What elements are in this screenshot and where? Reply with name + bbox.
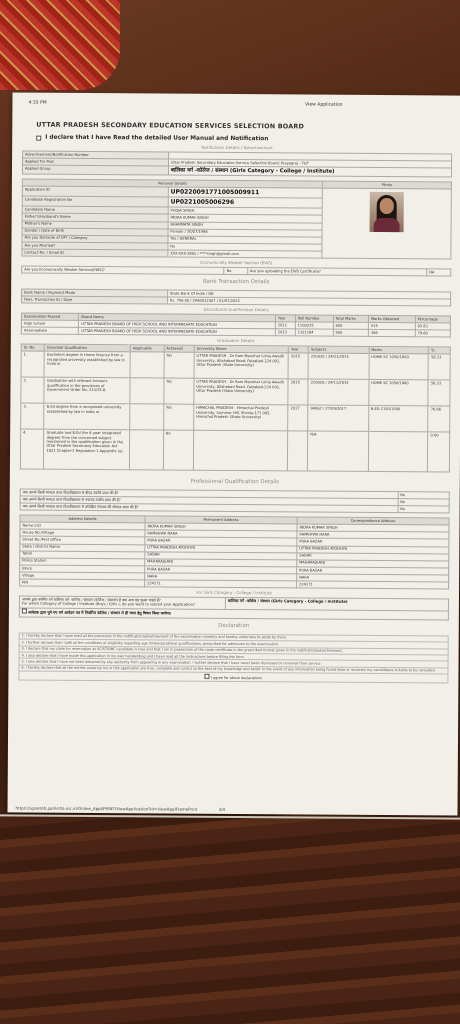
cell: PIN [20,579,145,587]
red-cloth [0,0,120,90]
col-header: Sr. No. [21,344,45,351]
row-value: Yes / GENERAL [168,236,322,244]
list-item: 5. I also declare that I have not been debarred by any authority from appearing in any examination. I further declare that I have never been dismissed or removed from service. [19,659,449,668]
notification-heading: Notification Details / Advertisement [201,144,273,151]
col-header: Address Details [20,515,145,523]
photo-heading: Photo [323,181,452,189]
cell: UTTAR PRADESH AYODHYA [145,544,297,552]
list-item: 2. I further declare that I fulfil all the conditions of eligibility regarding age limit/educational qualifications, prescribed for admission to the examination. [19,640,449,649]
cell [130,352,164,378]
cell [130,404,164,430]
cell: 58.33 [428,380,450,406]
col-header: Year [288,346,308,353]
cell: UTTAR PRADESH - Dr Ram Manohar Lohia Awadh University, Allahabad Road, Faizabad-224 001, Uttar Pradesh (State University) [194,378,289,405]
row-value: No [168,243,322,251]
col-header: Correspondence Address [297,517,449,525]
col-header: Achieved [164,345,194,352]
cell: 224171 [297,581,449,589]
table-row [21,403,450,432]
cell: State / District Name [20,544,145,552]
print-time: 4:33 PM [28,100,47,106]
cell: HIMACHAL PRADESH - Himachal Pradesh University, Summer Hill, Shimla-171 005, Himachal Pradesh (State University) [194,404,289,431]
ews-heading: Economically Weaker Section (EWS) [200,259,273,266]
table-row [21,351,450,380]
list-item: 3. I declare that my claim for reservation as SC/ST/OBC candidate is true and that I am in possession of the caste certificate in the prescribed format given in the notification/advertisement. [19,646,449,655]
col-header: Marks Obtained [368,315,415,322]
agree-row[interactable] [18,672,448,683]
cell: 0.00 [428,432,450,472]
col-header: Permanent Address [145,516,297,524]
cell: क्या आपने किसी मान्यता प्राप्त विश्वविद्यालय से प्रशिक्षित स्नातक की योग्यता प्राप्त की है? [20,503,398,513]
col-header: Examination Passed [21,313,78,320]
cell: MAHARAJGANJ [145,559,297,567]
declaration-list [18,632,448,683]
row-label: Advertisement/Notification Number [23,151,169,159]
cell: SADAR [145,551,297,559]
address-table [19,515,449,590]
cell: No [163,430,194,470]
cell: UTTAR PRADESH BOARD OF HIGH SCHOOL AND INTERMEDIATE EDUCATION [79,327,276,335]
bank-heading: Bank Transaction Details [202,278,270,286]
cell: Village [20,572,145,580]
row-value: INDRA KUMAR SINGH [168,214,322,222]
choice-question: आपके द्वारा चयनित वर्ग बालिका वर्ग -कॉलेज / संस्थान (कॉलेज / संस्थान) है क्या आप यह चुनना चाहते हैं? [21,597,161,603]
cell: No [398,499,450,506]
cell: SADAR [297,553,449,561]
cell: No [398,492,450,499]
cell: INDRA KUMAR SINGH [145,523,297,531]
cell: High School [21,320,78,327]
photo-cell [322,188,451,259]
choice-question-en: For which Category of College / Institute (Boys / Girls ), do you want to submit your Application? [21,601,195,607]
print-header [22,101,452,110]
personal-table [21,179,452,260]
application-id-value: UP0220091771005009911 [168,187,323,198]
cell: 2013 [275,329,295,336]
row-label: Fees, Transaction ID / Date [22,296,168,304]
cell [288,431,308,471]
print-url: https://upsessb.pariksha.nic.in/Online_Appl/PRINT/ViewApplication?id=ViewApplFramePrint [15,805,198,812]
col-header: Total Marks [333,315,368,322]
col-header: Marks [369,347,429,354]
cell: PURA BAZAR [145,537,297,545]
cell [193,430,288,471]
col-header: University Name [194,345,288,353]
cell: Graduation with relevant honours qualification in the provisions of Government Order No. 213/15-8- [44,377,130,404]
cell: NARA [297,574,449,582]
table-row [21,377,450,406]
declaration-checkbox-row[interactable] [36,134,452,144]
choice-table [19,595,449,620]
cell: Graduate and B.Ed (for 4-year integrated degree) from the concerned subject mentioned in the qualification given in the Uttar Pradesh Secondary Education Act 1921 Chapter-2 Regulation-1 Appendix (a) [44,429,130,470]
cell: 3. [21,403,45,429]
col-header: Applicable [130,345,163,352]
print-footer [16,805,226,811]
row-label: Candidate Name [22,206,168,214]
cell: 2011 [275,322,295,329]
cell: INDRA KUMAR SINGH [297,524,449,532]
ews-table [21,265,451,276]
checkbox-icon[interactable] [205,674,210,679]
choice-heading: For Girls Category - College / Institute [196,589,272,596]
cell: Tehsil [20,551,145,559]
choice-confirm-text: आवेदक द्वारा चुने गए वर्ग आवेदन पत्र में निर्धारित कॉलेज / संस्थान में ही चयन हेतु विचार किया जायेगा। [28,609,172,616]
checkbox-icon[interactable] [36,135,41,140]
row-label: Are you Married? [22,242,168,250]
col-header: % [429,347,451,354]
list-item: 4. I also declare that I have made this application in my own handwriting and I have read all the instructions before filling the form. [19,652,449,661]
print-page-label: View Application [305,102,343,108]
cell: Name C/O [20,522,145,530]
row-value: Rs. 750.00 / CPA0012407 / 01/07/2022 [167,297,450,306]
row-label: Are you Domicile of UP? / Category [22,235,168,243]
list-item: 1. I hereby declare that I have read all the provisions in the notification/advertisement of the examination carefully and hereby undertake to abide by them. [19,633,449,642]
cell: 2017 [288,405,308,431]
candidate-photo [370,192,404,232]
row-value: State Bank Of India / DB [167,290,450,299]
cell: PURA BAZAR [145,566,297,574]
table-row [22,266,451,276]
cell: RAMBHWA NARA [297,531,449,539]
cell: 1100235 [295,322,333,329]
col-header: Subjects [308,346,368,353]
row-value: BHANMATA SINGH [168,222,322,230]
cell: 515 [368,322,415,329]
cell: 398 [368,329,415,336]
cell: 76.66 [428,406,450,432]
ews-answer: No [224,267,247,274]
col-header: Roll Number [295,315,333,322]
cell: 4. [20,429,44,469]
row-value: POOJA SINGH [168,207,322,215]
choice-answer: बालिका वर्ग -कॉलेज / संस्थान (Girls Category - College / Institute) [225,597,448,610]
cell: Yes [163,378,193,404]
row-value: XXX-XXX-3891 / ****singh@gmail.com [168,250,322,258]
cell: 220020 / 24/11/2015 [308,379,369,405]
cell: Bachelors degree in Home Science from a recognized university established by law in India or [45,351,131,378]
row-label: Bank Name / Payment Mode [22,289,168,297]
cell: RAMBHWA NARA [145,530,297,538]
col-header: Percentage [415,316,450,323]
row-label: Applied For Post [23,158,169,166]
cell: Intermediate [21,327,78,334]
cell: 1321184 [295,329,333,336]
professional-heading: Professional Qualification Details [190,478,280,486]
cell: 2. [21,377,45,403]
graduation-heading: Graduation Details [217,338,255,344]
applied-group-value: बालिका वर्ग -कॉलेज / संस्थान (Girls Category - College / Institute) [168,166,451,177]
table-row [20,429,449,472]
row-label: Gender / Date of Birth [22,228,168,236]
cell: 1. [21,351,45,377]
cell [130,378,164,404]
cell: PURA BAZAR [297,567,449,575]
cell: 58.33 [428,354,450,380]
cell: Block [20,565,145,573]
cell: क्या आपने किसी मान्यता प्राप्त विश्वविद्यालय से बीएड उपाधि प्राप्त की है? [20,489,398,499]
row-value: Uttar Pradesh Secondary Education Service Selection Board, Prayagraj - TGT [168,159,451,168]
cell: MAHARAJGANJ [297,560,449,568]
col-header: Essential Qualification [45,344,131,352]
cell: Yes [164,352,194,378]
cell: 2015 [288,353,308,379]
bank-table [21,288,451,306]
cell: UTTAR PRADESH AYODHYA [297,545,449,553]
row-label: Father's/Husband's Name [22,213,168,221]
ews-cert-answer: NA [427,269,451,276]
col-header: Board Name [79,313,276,321]
cell: 94067 / 27/09/2017 [308,405,369,431]
row-label: Contact No. / Email ID [22,249,168,257]
agree-label: I agree for above declarations [210,675,262,681]
graduation-table [20,344,451,473]
ews-cert-question: Are you uploading the EWS Certificate? [247,268,426,276]
col-header: Year [275,315,295,322]
cell: Police Station [20,558,145,566]
cell: क्या आपने किसी मान्यता प्राप्त विश्वविद्यालय से स्नातक उपाधि प्राप्त की है? [20,496,398,506]
application-printout [7,92,460,815]
notification-table [22,150,452,177]
cell: B.Ed degree from a recognized university established by law in India or [44,403,130,430]
checkbox-icon[interactable] [22,609,27,614]
cell: PURA BAZAR [297,538,449,546]
cell: UTTAR PRADESH - Dr Ram Manohar Lohia Awadh University, Allahabad Road, Faizabad-224 001, Uttar Pradesh (State University) [194,352,289,379]
cell [368,432,428,472]
board-title: UTTAR PRADESH SECONDARY EDUCATION SERVICES SELECTION BOARD [36,120,305,131]
cell: 85.83 [415,323,450,330]
cell: Yes [163,404,193,430]
row-label: Applied Group [22,165,168,175]
ews-question: Are you Economically Weaker Section(EWS)? [22,266,224,274]
list-item: 6. I hereby declare that all the entries made by me in this application are true, complete and correct to the best of my knowledge and belief. In the event of any information being found false or incorrect my candidature is liable to be cancelled. [18,665,448,674]
cell: NARA [145,573,297,581]
professional-table [20,488,450,513]
education-heading: Educational Qualification Details [203,306,269,313]
cell [130,430,164,470]
cell [19,608,448,620]
wood-surface [0,814,460,1024]
row-label: Mother's Name [22,221,168,229]
cell: N/A [308,431,369,471]
print-page-number: 3/4 [218,806,226,812]
cell: 600 [333,322,368,329]
personal-heading: Personal Details [22,179,322,188]
cell: HOME SC 1050/1800 [369,354,429,380]
cell: B.ED 1150/1500 [368,406,428,432]
declaration-heading: Declaration [218,622,250,629]
cell: 79.60 [415,330,450,337]
table-row [19,608,448,620]
cell: 500 [333,329,368,336]
row-label: Candidate Registration No [22,196,168,207]
row-label: Application ID [22,186,168,197]
cell: House No./Village [20,529,145,537]
cell: 2015 [288,379,308,405]
cell: HOME SC 1050/1800 [368,380,428,406]
cell: UTTAR PRADESH BOARD OF HIGH SCHOOL AND INTERMEDIATE EDUCATION [79,320,276,328]
cell: 220020 / 24/11/2015 [308,353,369,379]
row-value: Female / 20/07/1996 [168,229,322,237]
cell: Street No./Post Office [20,536,145,544]
cell: 224171 [145,580,297,588]
education-table [21,312,451,337]
cell: No [398,506,450,513]
declaration-text: I declare that I have Read the detailed User Manual and Notification [45,134,269,142]
registration-no-value: UP0221005006296 [168,197,323,208]
